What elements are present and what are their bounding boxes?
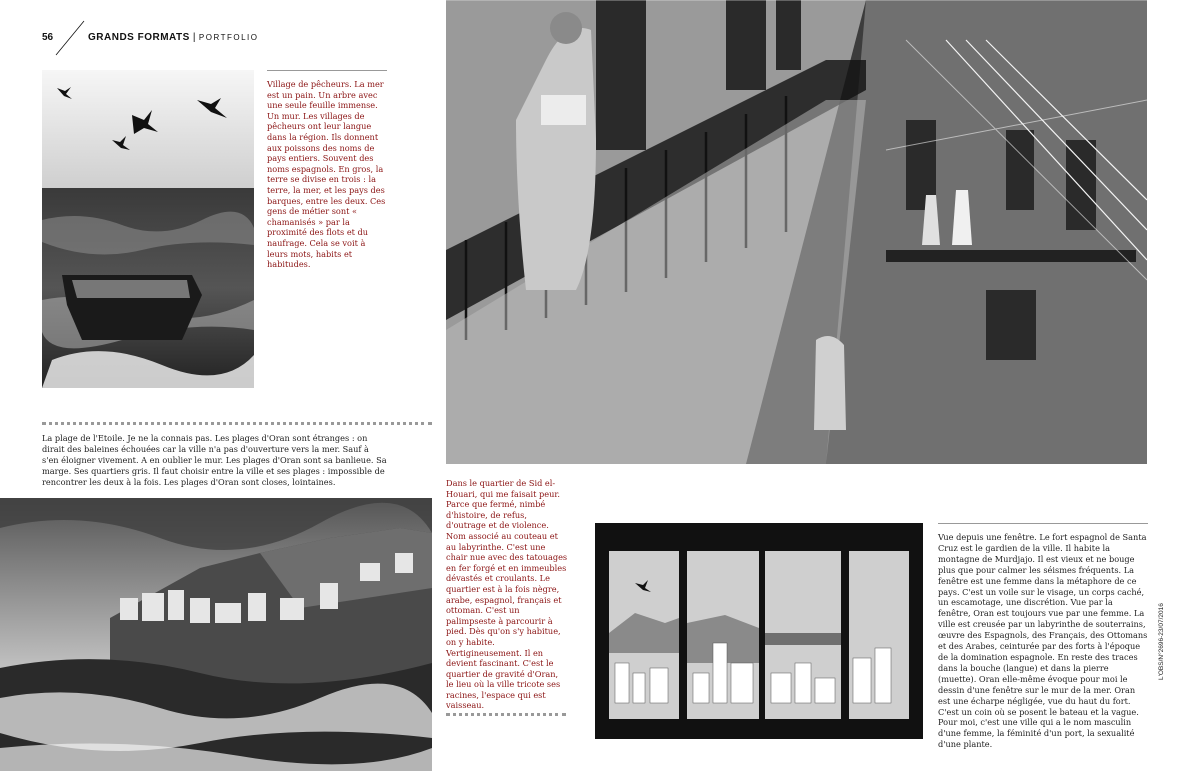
caption-window: Vue depuis une fenêtre. Le fort espagnol de Santa Cruz est le gardien de la ville. Il habite la montagne de Murdjajo. Il est vieux et ne bouge plus que pour calmer les séismes fréquents. La fenêtre est une femme dans la métaphore de ce pays. C'est un voile sur le visage, un corps caché, un escamotage, une discrétion. Vue par la fenêtre, Oran est toujours vue par une femme. La ville est creusée par un labyrinthe de souterrains, œuvre des Espagnols, des Français, des Ottomans et des Arabes, ceinturée par des forts à l'époque de la domination espagnole. En reste des traces dans la bouche (langue) et dans la pierre (muette). Oran elle-même évoque pour moi le dessin d'une fenêtre sur le mur de la mer. Oran est une écharpe négligée, vue du haut du fort. C'est un coin où se posent le bateau et la vague. Pour moi, c'est une ville qui a le nom masculin d'une femme, la féminité d'un port, la sexualité d'une plante. [938, 532, 1148, 750]
section-title [88, 32, 259, 43]
page-number: 56 [42, 32, 54, 43]
photo-balcony-image [446, 0, 1147, 464]
subsection-label: PORTFOLIO [198, 33, 259, 42]
caption-rule-seagulls [267, 70, 387, 71]
photo-coast [0, 498, 432, 771]
photo-window-image [595, 523, 923, 739]
photo-seagulls-boat [42, 70, 254, 388]
caption-sid-houari: Dans le quartier de Sid el-Houari, qui me faisait peur. Parce que fermé, nimbé d'histoire, de refus, d'outrage et de violence. Nom associé au couteau et au labyrinthe. C'est une chair nue avec des tatouages en fer forgé et en immeubles dévastés et croulants. Le quartier est à la fois nègre, arabe, espagnol, français et ottoman. C'est un palimpseste à parcourir à pied. Dès qu'on s'y habitue, on y habite. Vertigineusement. Il en devient fascinant. C'est le quartier de gravité d'Oran, le lieu où la ville tricote ses racines, l'espace qui est vaisseau. [446, 478, 568, 711]
photo-seagulls-boat-image [42, 70, 254, 388]
section-label: GRANDS FORMATS [88, 32, 190, 43]
photo-coast-image [0, 498, 432, 771]
photo-window [595, 523, 923, 739]
section-separator: | [192, 32, 196, 43]
caption-seagulls: Village de pêcheurs. La mer est un pain. Un arbre avec une seule feuille immense. Un mur. Les villages de pêcheurs ont leur langue dans la région. Ils donnent aux poissons des noms de pays entiers. Souvent des noms espagnols. En gros, la terre se divise en trois : la terre, la mer, et les pays des barques, entre les deux. Ces gens de métier sont « chamanisés » par la proximité des flots et du naufrage. Cela se voit à leurs mots, habits et habitudes. [267, 79, 386, 270]
caption-rule-window [938, 523, 1148, 524]
dotted-rule-sid-houari [446, 713, 566, 716]
header-slash-divider [55, 20, 85, 56]
caption-beach: La plage de l'Etoile. Je ne la connais pas. Les plages d'Oran sont étranges : on dirait des baleines échouées car la ville n'a pas d'ouverture vers la mer. Sauf à s'en éloigner vivement. A en oublier le mur. Les plages d'Oran sont sa banlieue. Sa marge. Ses quartiers gris. Il faut choisir entre la ville et ses plages : impossible de rencontrer les deux à la fois. Les plages d'Oran sont closes, lointaines. [42, 433, 387, 487]
photo-balcony [446, 0, 1147, 464]
side-publication-note: L'OBS/N°2696-23/07/2016 [1158, 603, 1165, 680]
dotted-rule-beach [42, 422, 432, 425]
